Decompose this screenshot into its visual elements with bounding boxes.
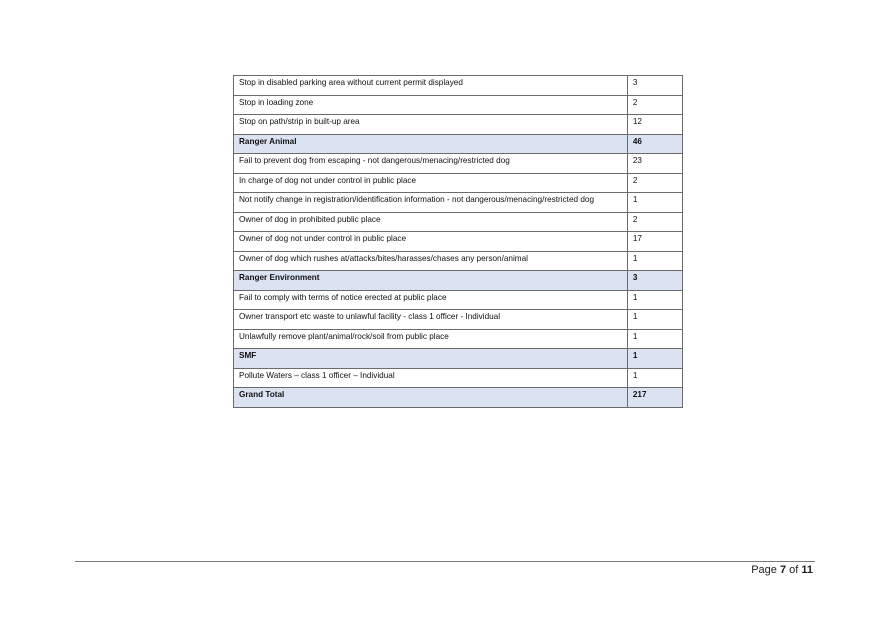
table-row (234, 232, 683, 252)
page-prefix: Page (751, 564, 780, 576)
current-page: 7 (779, 564, 787, 576)
table-row (234, 173, 683, 193)
offence-count: 1 (627, 193, 682, 213)
table-row (234, 154, 683, 174)
group-title: Ranger Animal (234, 134, 628, 154)
table-row (234, 310, 683, 330)
offence-description: Pollute Waters – class 1 officer – Individual (234, 368, 628, 388)
offence-count: 1 (627, 368, 682, 388)
page-of-text: of (786, 564, 802, 576)
grand-total-row (234, 388, 683, 408)
offence-description: Owner of dog not under control in public place (234, 232, 628, 252)
offence-description: Not notify change in registration/identification information - not dangerous/menacing/restricted dog (234, 193, 628, 213)
offence-description: Unlawfully remove plant/animal/rock/soil from public place (234, 329, 628, 349)
offence-description: Fail to prevent dog from escaping - not dangerous/menacing/restricted dog (234, 154, 628, 174)
grand-total-label: Grand Total (234, 388, 628, 408)
offence-description: Owner transport etc waste to unlawful facility - class 1 officer - Individual (234, 310, 628, 330)
table-row (234, 368, 683, 388)
offence-count: 1 (627, 251, 682, 271)
offence-count: 1 (627, 329, 682, 349)
total-pages: 11 (801, 564, 813, 576)
offence-count: 2 (627, 173, 682, 193)
offence-description: Stop in disabled parking area without current permit displayed (234, 76, 628, 96)
table-row (234, 251, 683, 271)
offence-count: 17 (627, 232, 682, 252)
offence-count: 23 (627, 154, 682, 174)
group-title: SMF (234, 349, 628, 369)
offence-count: 12 (627, 115, 682, 135)
group-total: 3 (627, 271, 682, 291)
table-row (234, 76, 683, 96)
grand-total-value: 217 (627, 388, 682, 408)
group-row-ranger-environment (234, 271, 683, 291)
table-row (234, 329, 683, 349)
offence-count: 2 (627, 212, 682, 232)
page-number (751, 564, 813, 576)
group-row-smf (234, 349, 683, 369)
offences-table-body (234, 76, 683, 408)
table-row (234, 290, 683, 310)
footer-divider (75, 561, 815, 562)
offences-table (233, 75, 683, 408)
offence-description: Owner of dog which rushes at/attacks/bites/harasses/chases any person/animal (234, 251, 628, 271)
group-row-ranger-animal (234, 134, 683, 154)
offence-description: Fail to comply with terms of notice erected at public place (234, 290, 628, 310)
offence-count: 3 (627, 76, 682, 96)
offence-count: 1 (627, 290, 682, 310)
group-total: 46 (627, 134, 682, 154)
group-total: 1 (627, 349, 682, 369)
table-row (234, 95, 683, 115)
group-title: Ranger Environment (234, 271, 628, 291)
offence-description: Owner of dog in prohibited public place (234, 212, 628, 232)
table-row (234, 115, 683, 135)
table-row (234, 212, 683, 232)
offence-count: 1 (627, 310, 682, 330)
table-row (234, 193, 683, 213)
offence-description: In charge of dog not under control in public place (234, 173, 628, 193)
offence-description: Stop on path/strip in built-up area (234, 115, 628, 135)
offence-count: 2 (627, 95, 682, 115)
offence-description: Stop in loading zone (234, 95, 628, 115)
